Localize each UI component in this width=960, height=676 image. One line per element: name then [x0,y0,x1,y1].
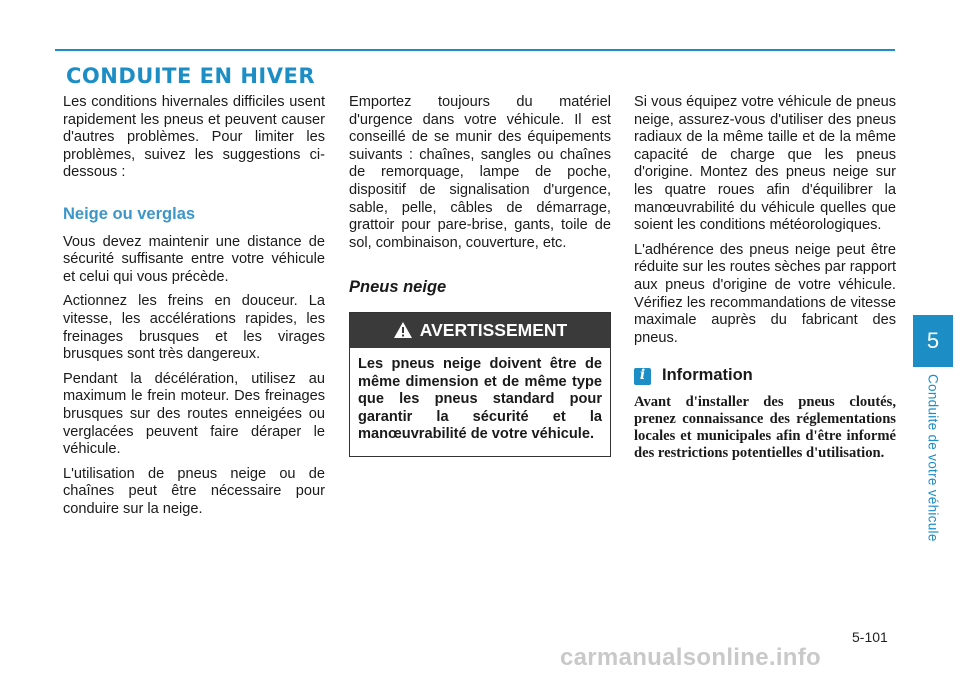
warning-header [350,313,610,348]
paragraph: L'adhérence des pneus neige peut être réduite sur les routes sèches par rapport aux pneus d'origine de votre véhicule. Vérifiez les recommandations de vitesse maximale auprès du fabricant des pneus. [634,241,897,346]
subheading-snow-ice: Neige ou verglas [63,204,196,223]
warning-box [349,312,611,457]
column-3 [634,94,896,469]
info-icon: i [634,368,651,385]
top-rule [55,49,895,51]
column-2 [349,94,611,457]
warning-label: AVERTISSEMENT [419,319,568,340]
page-title: CONDUITE EN HIVER [66,64,316,88]
paragraph: L'utilisation de pneus neige ou de chaînes peut être nécessaire pour conduire sur la neige. [63,465,325,517]
paragraph: Actionnez les freins en douceur. La vitesse, les accélérations rapides, les freinages brusques et les virages brusques sont très dangereux. [63,293,325,363]
info-text: Avant d'installer des pneus cloutés, prenez connaissance des réglementations locales et municipales afin d'être informé des restrictions potentielles d'utilisation. [634,393,896,461]
info-title: Information [662,366,753,385]
paragraph: Si vous équipez votre véhicule de pneus neige, assurez-vous d'utiliser des pneus radiaux de la même taille et de la même capacité de charge que les pneus d'origine. Montez des pneus neige sur les quatre roues afin d'équilibrer la manœuvrabilité du véhicule quelles que soient les conditions météorologiques. [634,94,896,234]
watermark: carmanualsonline.info [560,644,822,671]
subheading-snow-tires: Pneus neige [349,278,447,297]
paragraph: Pendant la décélération, utilisez au maximum le frein moteur. Des freinages brusques sur des routes enneigées ou verglacées peuvent faire déraper le véhicule. [63,370,325,458]
intro-paragraph: Les conditions hivernales difficiles usent rapidement les pneus et peuvent causer d'autres problèmes. Pour limiter les problèmes, suivez les suggestions ci-dessous : [63,94,325,181]
paragraph: Vous devez maintenir une distance de sécurité suffisante entre votre véhicule et celui qui vous précède. [63,233,325,285]
page-number: 5-101 [852,629,888,645]
info-header [634,367,896,385]
paragraph: Emportez toujours du matériel d'urgence dans votre véhicule. Il est conseillé de se munir des équipements suivants : chaînes, sangles ou chaînes de remorquage, lampe de poche, dispositif de signalisation d'urgence, sable, pelle, câbles de démarrage, grattoir pour pare-brise, gants, toile de sol, combinaison, couverture, etc. [349,94,611,251]
column-1 [63,94,325,525]
warning-text: Les pneus neige doivent être de même dimension et de même type que les pneus standard pour garantir la sécurité et la manœuvrabilité de votre véhicule. [358,355,602,443]
chapter-label: Conduite de votre véhicule [925,374,941,542]
chapter-tab: 5 [913,315,953,367]
warning-triangle-icon [393,321,413,339]
